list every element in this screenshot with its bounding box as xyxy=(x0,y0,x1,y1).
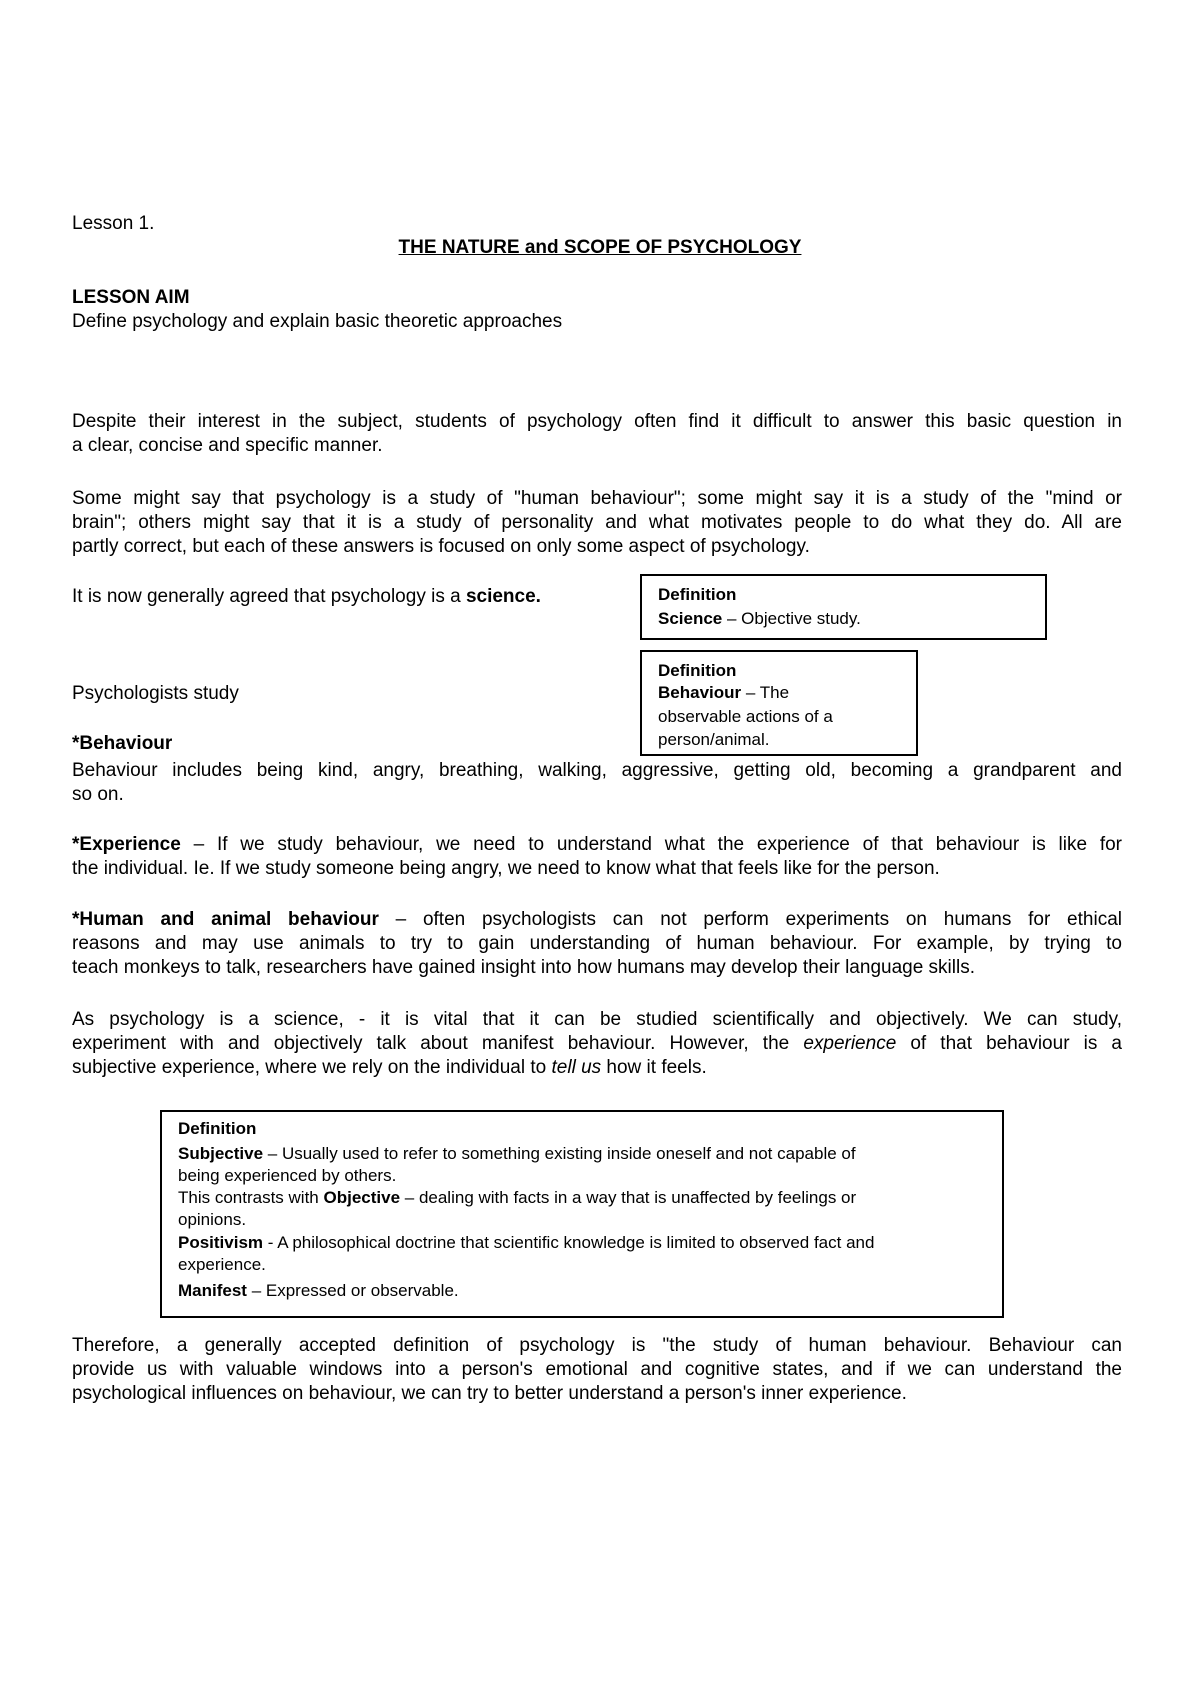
positivism-term: Positivism xyxy=(178,1233,264,1252)
human-animal-paragraph xyxy=(72,908,1122,980)
definition-positivism-line-2: experience. xyxy=(178,1255,266,1274)
opinions-paragraph xyxy=(72,487,1122,559)
lesson-aim-heading: LESSON AIM xyxy=(72,287,190,308)
definition-heading: Definition xyxy=(178,1119,257,1138)
subjective-text: – Usually used to refer to something existing inside oneself and not capable of xyxy=(263,1144,856,1163)
contrast-text: This contrasts with xyxy=(178,1188,324,1207)
psychologists-study-label: Psychologists study xyxy=(72,683,239,704)
science-statement-text: It is now generally agreed that psychology is a xyxy=(72,586,466,607)
definition-objective-line-1 xyxy=(178,1187,856,1209)
definition-box-subjective xyxy=(160,1110,1004,1318)
manifest-term: Manifest xyxy=(178,1281,247,1300)
science-line-3-text: subjective experience, where we rely on the individual to xyxy=(72,1057,552,1078)
conclusion-line-3: psychological influences on behaviour, we can try to better understand a person's inner experience. xyxy=(72,1383,907,1404)
science-line-2-rest: of that behaviour is a xyxy=(896,1033,1122,1054)
opinions-line-3: partly correct, but each of these answers is focused on only some aspect of psychology. xyxy=(72,536,810,557)
experience-line-1 xyxy=(72,833,1122,857)
opinions-line-2: brain"; others might say that it is a study of personality and what motivates people to do what they do. All are xyxy=(72,512,1122,533)
science-line-3 xyxy=(72,1056,1122,1080)
definition-heading: Definition xyxy=(658,585,737,604)
conclusion-line-2: provide us with valuable windows into a person's emotional and cognitive states, and if we can understand the xyxy=(72,1359,1122,1380)
science-line-2-text: experiment with and objectively talk about manifest behaviour. However, the xyxy=(72,1033,804,1054)
human-animal-line-2: reasons and may use animals to try to gain understanding of human behaviour. For example, by trying to xyxy=(72,933,1122,954)
experience-line-2: the individual. Ie. If we study someone being angry, we need to know what that feels like for the person. xyxy=(72,858,940,879)
science-statement xyxy=(72,585,541,609)
definition-heading: Definition xyxy=(658,661,737,680)
behaviour-paragraph xyxy=(72,759,1122,807)
conclusion-paragraph xyxy=(72,1334,1122,1406)
human-animal-line-1-text: – often psychologists can not perform experiments on humans for ethical xyxy=(378,909,1122,930)
experience-paragraph xyxy=(72,833,1122,881)
experience-heading: *Experience xyxy=(72,834,181,855)
definition-term: Behaviour xyxy=(658,683,742,702)
definition-description: – Objective study. xyxy=(722,609,861,628)
objective-term: Objective xyxy=(323,1188,401,1207)
experience-emphasis: experience xyxy=(803,1033,897,1054)
definition-manifest-line xyxy=(178,1280,459,1302)
human-animal-line-3: teach monkeys to talk, researchers have gained insight into how humans may develop their language skills. xyxy=(72,957,976,978)
positivism-text: - A philosophical doctrine that scientific knowledge is limited to observed fact and xyxy=(263,1233,875,1252)
definition-subjective-line-1 xyxy=(178,1143,856,1165)
science-line-1: As psychology is a science, - it is vital that it can be studied scientifically and objectively. We can study, xyxy=(72,1009,1122,1030)
science-term: science. xyxy=(465,586,541,607)
behaviour-line-1: Behaviour includes being kind, angry, breathing, walking, aggressive, getting old, becoming a grandparent and xyxy=(72,760,1122,781)
intro-paragraph xyxy=(72,410,1122,458)
manifest-text: – Expressed or observable. xyxy=(246,1281,459,1300)
definition-term: Science xyxy=(658,609,723,628)
definition-behaviour-line-3: person/animal. xyxy=(658,730,770,749)
definition-objective-line-2: opinions. xyxy=(178,1210,247,1229)
subjective-term: Subjective xyxy=(178,1144,264,1163)
conclusion-line-1: Therefore, a generally accepted definition of psychology is "the study of human behaviour. Behaviour can xyxy=(72,1335,1122,1356)
definition-subjective-line-2: being experienced by others. xyxy=(178,1166,397,1185)
science-line-2 xyxy=(72,1032,1122,1056)
definition-behaviour-line-2: observable actions of a xyxy=(658,707,833,726)
human-animal-line-1 xyxy=(72,908,1122,932)
definition-positivism-line-1 xyxy=(178,1232,874,1254)
behaviour-line-2: so on. xyxy=(72,784,124,805)
page-title: THE NATURE and SCOPE OF PSYCHOLOGY xyxy=(398,237,802,258)
intro-line-1: Despite their interest in the subject, students of psychology often find it difficult to answer this basic question in xyxy=(72,411,1122,432)
definition-behaviour-line-1 xyxy=(658,682,789,704)
definition-description: – The xyxy=(741,683,790,702)
tell-us-emphasis: tell us xyxy=(551,1057,602,1078)
lesson-label: Lesson 1. xyxy=(72,213,155,234)
opinions-line-1: Some might say that psychology is a study of "human behaviour"; some might say it is a study of the "mind or xyxy=(72,488,1122,509)
lesson-aim-text: Define psychology and explain basic theoretic approaches xyxy=(72,311,563,332)
human-animal-heading: *Human and animal behaviour xyxy=(72,909,379,930)
objective-text: – dealing with facts in a way that is unaffected by feelings or xyxy=(400,1188,857,1207)
definition-box-behaviour xyxy=(640,650,918,756)
definition-box-science xyxy=(640,574,1047,640)
definition-science-text xyxy=(658,608,861,630)
intro-line-2: a clear, concise and specific manner. xyxy=(72,435,383,456)
behaviour-heading: *Behaviour xyxy=(72,733,173,754)
science-paragraph xyxy=(72,1008,1122,1080)
science-line-3-rest: how it feels. xyxy=(601,1057,707,1078)
experience-line-1-text: – If we study behaviour, we need to understand what the experience of that behaviour is like for xyxy=(180,834,1122,855)
